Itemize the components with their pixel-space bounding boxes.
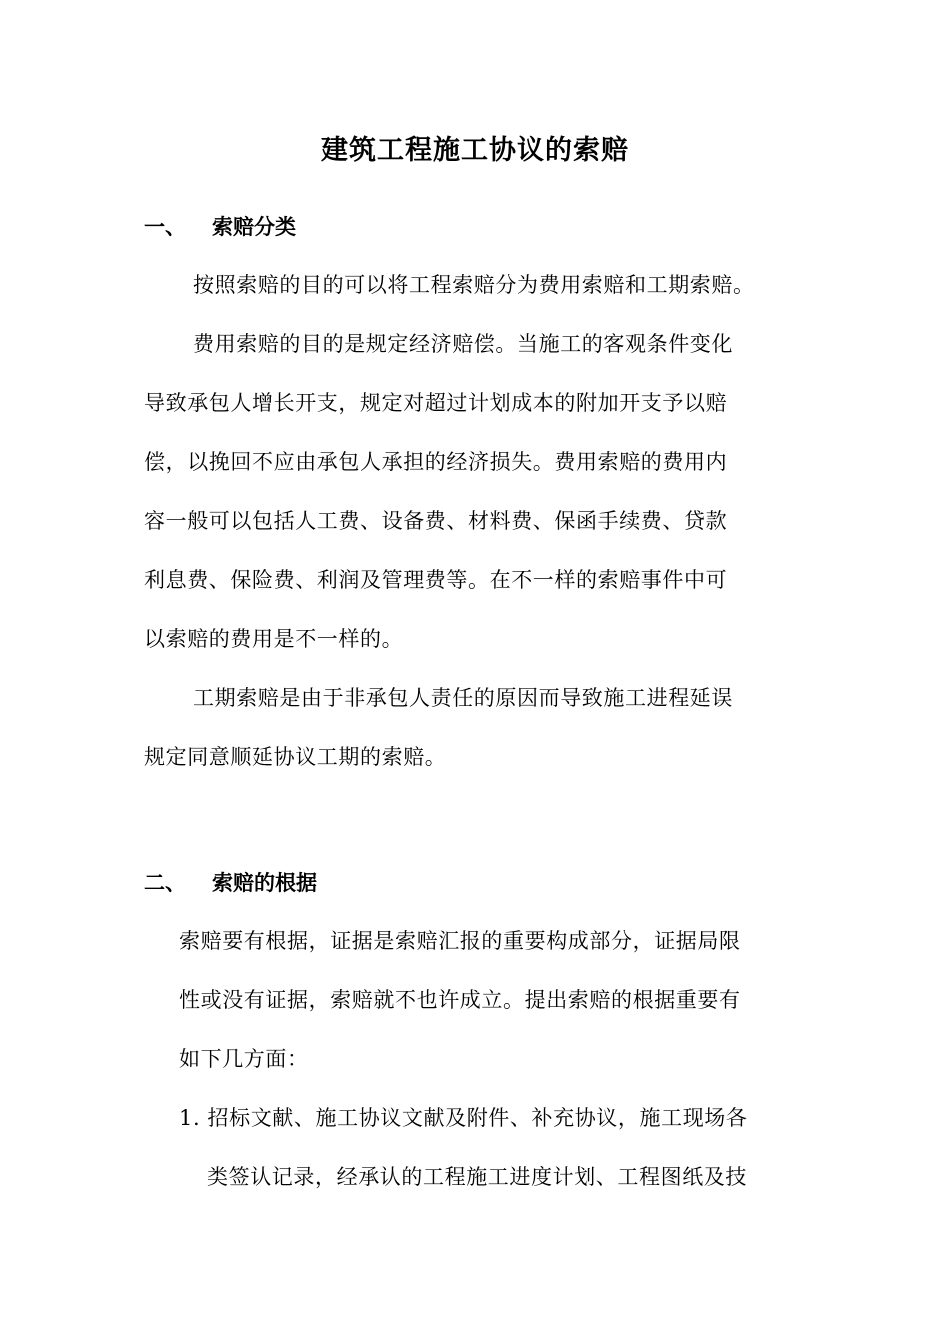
paragraph-line: 利息费、保险费、利润及管理费等。在不一样的索赔事件中可 [144,568,728,592]
paragraph-line: 以索赔的费用是不一样的。 [144,627,404,651]
document-title: 建筑工程施工协议的索赔 [321,135,629,166]
paragraph-line: 索赔要有根据，证据是索赔汇报的重要构成部分，证据局限 [179,929,741,953]
paragraph-line: 费用索赔的目的是规定经济赔偿。当施工的客观条件变化 [193,332,733,356]
list-item-line: 1. 招标文献、施工协议文献及附件、补充协议，施工现场各 [179,1106,748,1130]
section-1-paragraph-2 [144,315,733,669]
section-2-title: 索赔的根据 [212,870,317,895]
paragraph-line: 容一般可以包括人工费、设备费、材料费、保函手续费、贷款 [144,509,728,533]
section-1-paragraph-1 [193,256,755,315]
section-2-heading [144,868,317,898]
section-2-list-item-1 [179,1089,748,1207]
section-2-intro [179,912,741,1089]
section-1-number: 一、 [144,214,186,239]
paragraph-line: 偿，以挽回不应由承包人承担的经济损失。费用索赔的费用内 [144,450,728,474]
list-item-line: 类签认记录，经承认的工程施工进度计划、工程图纸及技 [207,1165,747,1189]
paragraph-line: 规定同意顺延协议工期的索赔。 [144,745,447,769]
section-1-paragraph-3 [144,669,733,787]
paragraph-line: 性或没有证据，索赔就不也许成立。提出索赔的根据重要有 [179,988,741,1012]
paragraph-line: 工期索赔是由于非承包人责任的原因而导致施工进程延误 [193,686,733,710]
paragraph-line: 如下几方面： [179,1047,309,1071]
section-1-title: 索赔分类 [212,214,296,239]
section-2-number: 二、 [144,870,186,895]
paragraph-line: 按照索赔的目的可以将工程索赔分为费用索赔和工期索赔。 [193,273,755,297]
section-1-heading [144,212,296,242]
paragraph-line: 导致承包人增长开支，规定对超过计划成本的附加开支予以赔 [144,391,728,415]
